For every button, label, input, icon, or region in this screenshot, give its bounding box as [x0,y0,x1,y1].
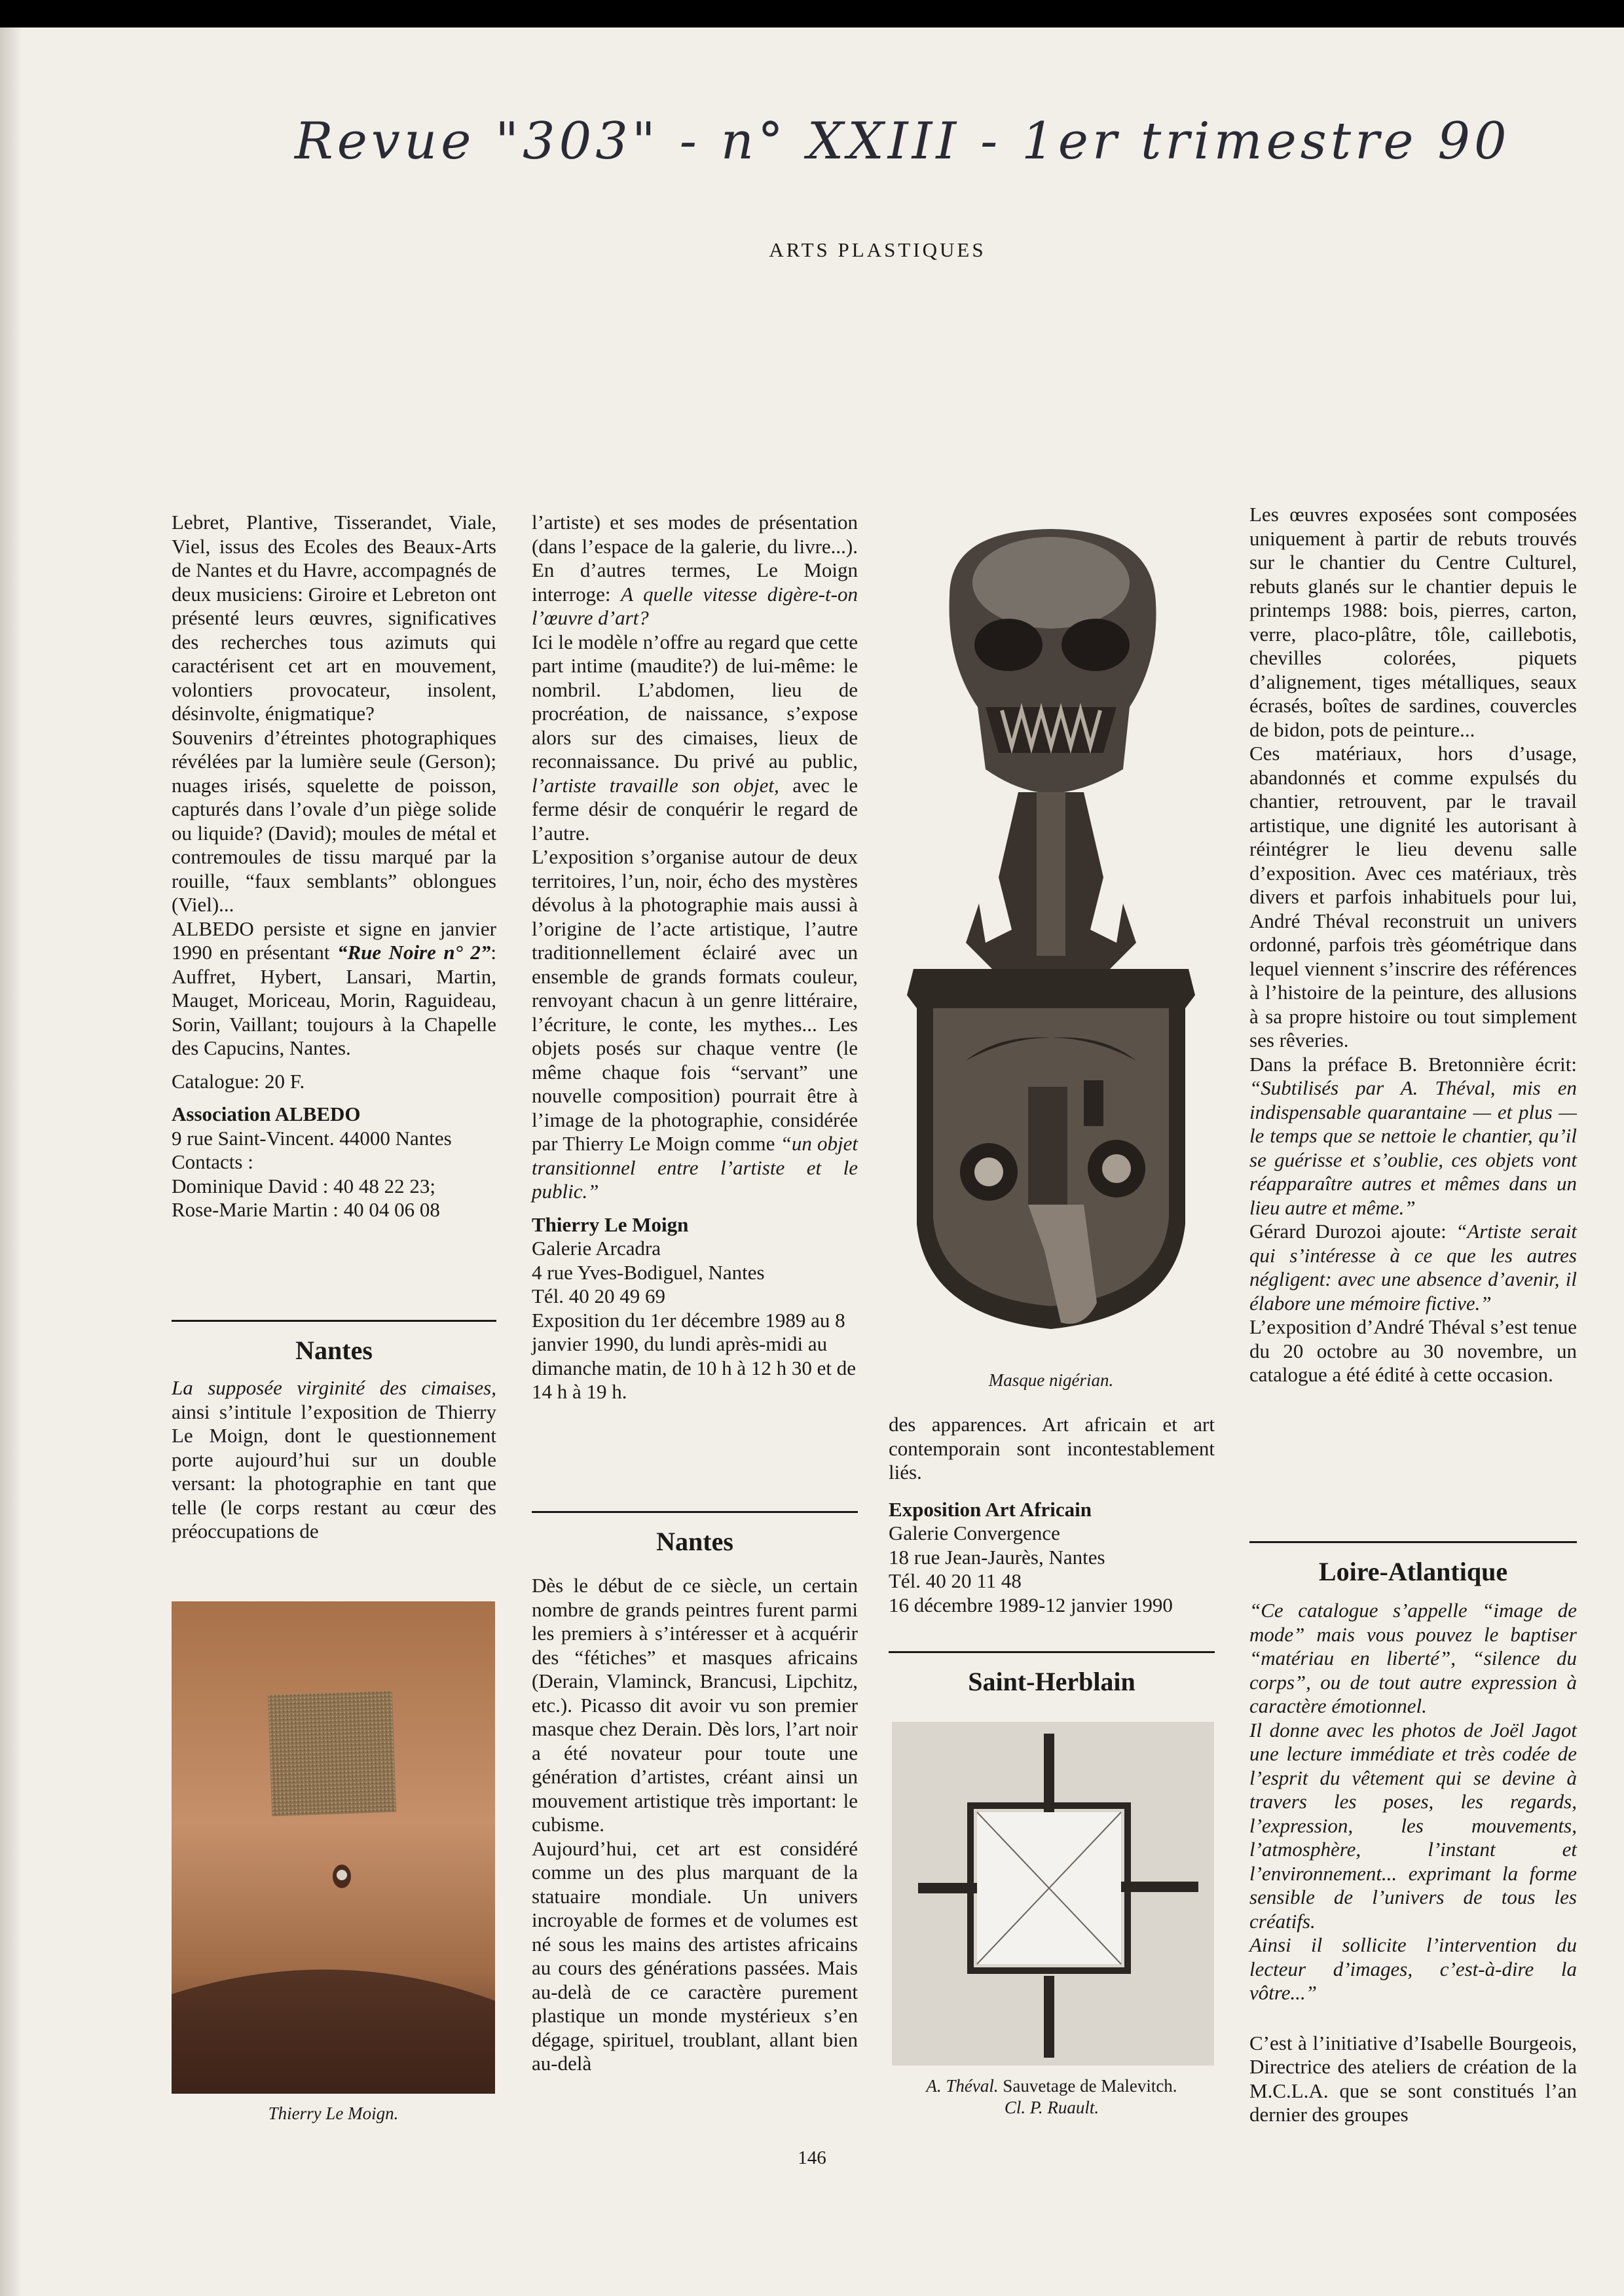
col2-paragraph-1 [532,511,858,630]
col1-nantes-italic: La supposée virginité des cimaises, [172,1376,496,1399]
column-4 [1249,503,1577,1387]
col1-p3-end: : Auffret, Hybert, Lansari, Martin, Mauget, Moriceau, Morin, Raguideau, Sorin, Vaillant; toujours à la Chapelle des Capucins, Nantes. [172,941,497,1059]
photo-nigerian-mask [887,511,1215,1349]
col1-catalogue: Catalogue: 20 F. [172,1069,305,1093]
col3-paragraph-1: des apparences. Art africain et art contemporain sont incontestablement liés. [889,1413,1215,1484]
page-edge-shadow [0,27,22,2296]
caption-artist: A. Théval. [926,2076,999,2096]
col1-p3-start: ALBEDO persiste et signe en janvier 1990 en présentant [172,917,496,964]
col2-info-expo: Exposition du 1er décembre 1989 au 8 janvier 1990, du lundi après-midi au dimanche matin, de 10 h à 12 h 30 et de 14 h à 19 h. [532,1308,857,1403]
column-3 [889,1413,1215,1617]
col4-paragraph-7: Il donne avec les photos de Joël Jagot une lecture immédiate et très codée de l’esprit du vêtement qui se devine à travers les poses, les regards, l’expression, les mouvements, l’atmosphère, l’instant et l’environnement... exprimant la forme sensible de l’univers de tous les créatifs. [1249,1718,1577,1933]
col2-paragraph-2 [532,630,858,846]
col1-intro: Lebret, Plantive, Tisserandet, Viale, Viel, issus des Ecoles des Beaux-Arts de Nantes et du Havre, accompagnés de deux musiciens: Giroire et Lebreton ont présenté leurs œuvres, significatives des recherches tous azimuts qui caractérisent cet art en mouvement, volontiers provocateur, insolent, désinvolte, énigmatique? [172,511,496,725]
heading-saint-herblain: Saint-Herblain [889,1651,1215,1697]
page-number: 146 [798,2147,826,2168]
col1-paragraph-2: Souvenirs d’étreintes photographiques révélées par la lumière seule (Gerson); nuages irisés, squelette de poisson, capturés dans l’ovale d’un piège solide ou liquide? (David); moules de métal et contremoules de tissu marqué par la rouille, “faux semblants” oblongues (Viel)... [172,725,496,916]
column-1-nantes [172,1376,496,1544]
magazine-page [0,27,1624,2296]
handwritten-note-text: Revue "303" - n° XXIII - 1er trimestre 90 [295,112,1511,171]
col4-paragraph-1: Les œuvres exposées sont composées uniquement à partir de rebuts trouvés sur le chantier du Centre Culturel, rebuts glanés sur le chantier depuis le printemps 1988: bois, pierres, carton, verre, placo-plâtre, tôle, caillebotis, chevilles colorées, piquets d’alignement, tiges métalliques, seaux écrasés, boîtes de sardines, couvercles de bidon, pots de peinture... [1249,503,1577,741]
caption-title: Sauvetage de Malevitch. [1003,2076,1177,2096]
col1-assoc-name: Association ALBEDO [172,1102,361,1125]
col2-paragraph-4: Dès le début de ce siècle, un certain nombre de grands peintres furent parmi les premiers à s’intéresser et à acquérir des “fétiches” et masques africains (Derain, Vlaminck, Brancusi, Lipchitz, etc.). Picasso dit avoir vu son premier masque chez Derain. Dès lors, l’art noir a été novateur pour toute une génération d’artistes, créant ainsi un mouvement artistique très important: le cubisme. [532,1574,858,1836]
col4-paragraph-3 [1249,1053,1577,1220]
col3-info-tel: Tél. 40 20 11 48 [889,1569,1022,1592]
col2-p2-italic: l’artiste travaille son objet, [532,773,779,797]
col2-p2-start: Ici le modèle n’offre au regard que cette part intime (maudite?) de lui-même: le nombril. L’abdomen, lieu de procréation, de naissance, s’expose alors sur des cimaises, lieux de reconnaissance. Du privé au public, [532,630,858,773]
col3-info-address: 18 rue Jean-Jaurès, Nantes [889,1545,1105,1569]
col2-info-address: 4 rue Yves-Bodiguel, Nantes [532,1260,765,1284]
column-1 [172,511,496,1222]
col1-nantes-text: ainsi s’intitule l’exposition de Thierry Le Moign, dont le questionnement porte aujourd’hui sur un double versant: la photographie en tant que telle (le corps restant au cœur des préoccupations de [172,1400,496,1542]
col3-info-name: Exposition Art Africain [889,1497,1092,1521]
col4-paragraph-9: C’est à l’initiative d’Isabelle Bourgeois, Directrice des ateliers de création de la M.C.L.A. que se sont constitués l’an dernier des groupes [1249,2031,1577,2126]
col1-paragraph-3 [172,917,496,1061]
col4-paragraph-2: Ces matériaux, hors d’usage, abandonnés et comme expulsés du chantier, retrouvent, par le travail artistique, une dignité les autorisant à réintégrer le lieu devenu salle d’exposition. Avec ces matériaux, très divers et parfois inhabituels pour lui, André Théval reconstruit un univers ordonné, parfois très géométrique dans lequel viennent s’inscrire des références à l’histoire de la peinture, des allusions à sa propre histoire ou tout simplement ses rêveries. [1249,742,1577,1051]
col1-contacts-label: Contacts : [172,1150,253,1173]
col2-p3-italic: “un objet transitionnel entre l’artiste et le public.” [532,1132,858,1203]
caption-thierry-le-moign: Thierry Le Moign. [268,2104,399,2123]
col2-paragraph-5: Aujourd’hui, cet art est considéré comme un des plus marquant de la statuaire mondiale. Un univers incroyable de formes et de volumes est né sous les mains des artistes africains au cours des générations passées. Mais au-delà de ce caractère purement plastique un monde mystérieux s’en dégage, spirituel, troublant, allant bien au-delà [532,1836,858,2075]
section-title: ARTS PLASTIQUES [769,238,986,261]
caption-sauvetage [889,2075,1215,2119]
col1-nantes-paragraph [172,1376,496,1544]
col1-contact-1: Dominique David : 40 48 22 23; [172,1174,435,1197]
col1-assoc-address: 9 rue Saint-Vincent. 44000 Nantes [172,1126,452,1150]
heading-loire-atlantique: Loire-Atlantique [1249,1541,1577,1587]
col4-paragraph-4 [1249,1220,1577,1315]
photo-abdomen [172,1601,495,2094]
handwritten-annotation [288,93,1532,191]
col1-contact-2: Rose-Marie Martin : 40 04 06 08 [172,1198,440,1221]
column-2-art-africain [532,1574,858,2076]
col2-info-name: Thierry Le Moign [532,1212,689,1236]
col2-info-tel: Tél. 40 20 49 69 [532,1285,666,1307]
col2-p2-end: avec le ferme désir de conquérir le regard de l’autre. [532,773,858,845]
col3-info-dates: 16 décembre 1989-12 janvier 1990 [889,1593,1173,1616]
column-2 [532,511,858,1404]
col2-p1-start: l’artiste) et ses modes de présentation (dans l’espace de la galerie, du livre...). En d’autres termes, Le Moign interroge: [532,511,858,606]
col2-p3-start: L’exposition s’organise autour de deux territoires, l’un, noir, écho des mystères dévolus à la photographie mais aussi à l’origine de l’acte artistique, l’autre traditionnellement éclairé avec un ensemble de grands formats couleur, renvoyant chacun à un genre littéraire, l’écriture, le conte, les mythes... Les objets posés sur chaque ventre (le même chaque fois “servant” une nouvelle composition) pourrait être à l’image de la photographie, considérée par Thierry Le Moign comme [532,845,858,1155]
caption-credit: Cl. P. Ruault. [1004,2098,1099,2117]
col4-p3-italic: “Subtilisés par A. Théval, mis en indispensable quarantaine — et plus — le temps que se nettoie le chantier, qu’il se guérisse et s’oublie, ces objets vont réapparaître autres et mêmes dans un lieu autre et même.” [1249,1076,1577,1219]
col4-p4-start: Gérard Durozoi ajoute: [1249,1220,1447,1243]
heading-nantes-1: Nantes [172,1320,496,1366]
heading-nantes-2: Nantes [532,1511,858,1557]
col1-p3-title: “Rue Noire n° 2” [337,941,491,964]
caption-masque-nigerian: Masque nigérian. [988,1370,1114,1390]
col3-info-gallery: Galerie Convergence [889,1522,1060,1544]
column-4-loire-atlantique [1249,1599,1577,2127]
col4-p4-italic: “Artiste serait qui s’intéresse à ce que les autres négligent: avec une absence d’avenir, il élabore une mémoire fictive.” [1249,1220,1577,1315]
col2-info-gallery: Galerie Arcadra [532,1237,661,1260]
col4-paragraph-5: L’exposition d’André Théval s’est tenue du 20 octobre au 30 novembre, un catalogue a été édité à cette occasion. [1249,1315,1577,1386]
col4-paragraph-8: Ainsi il sollicite l’intervention du lecteur d’images, c’est-à-dire la vôtre...” [1249,1933,1577,2004]
col4-paragraph-6: “Ce catalogue s’appelle “image de mode” mais vous pouvez le baptiser “matériau en liberté”, “silence du corps”, ou de tout autre expression à caractère émotionnel. [1249,1599,1577,1717]
photo-sauvetage-de-malevitch [892,1722,1214,2066]
col2-paragraph-3 [532,845,858,1204]
col4-p3-start: Dans la préface B. Bretonnière écrit: [1249,1052,1577,1076]
caption-sauvetage-line1 [889,2075,1215,2097]
col2-p1-italic: A quelle vitesse digère-t-on l’œuvre d’art? [532,582,858,629]
